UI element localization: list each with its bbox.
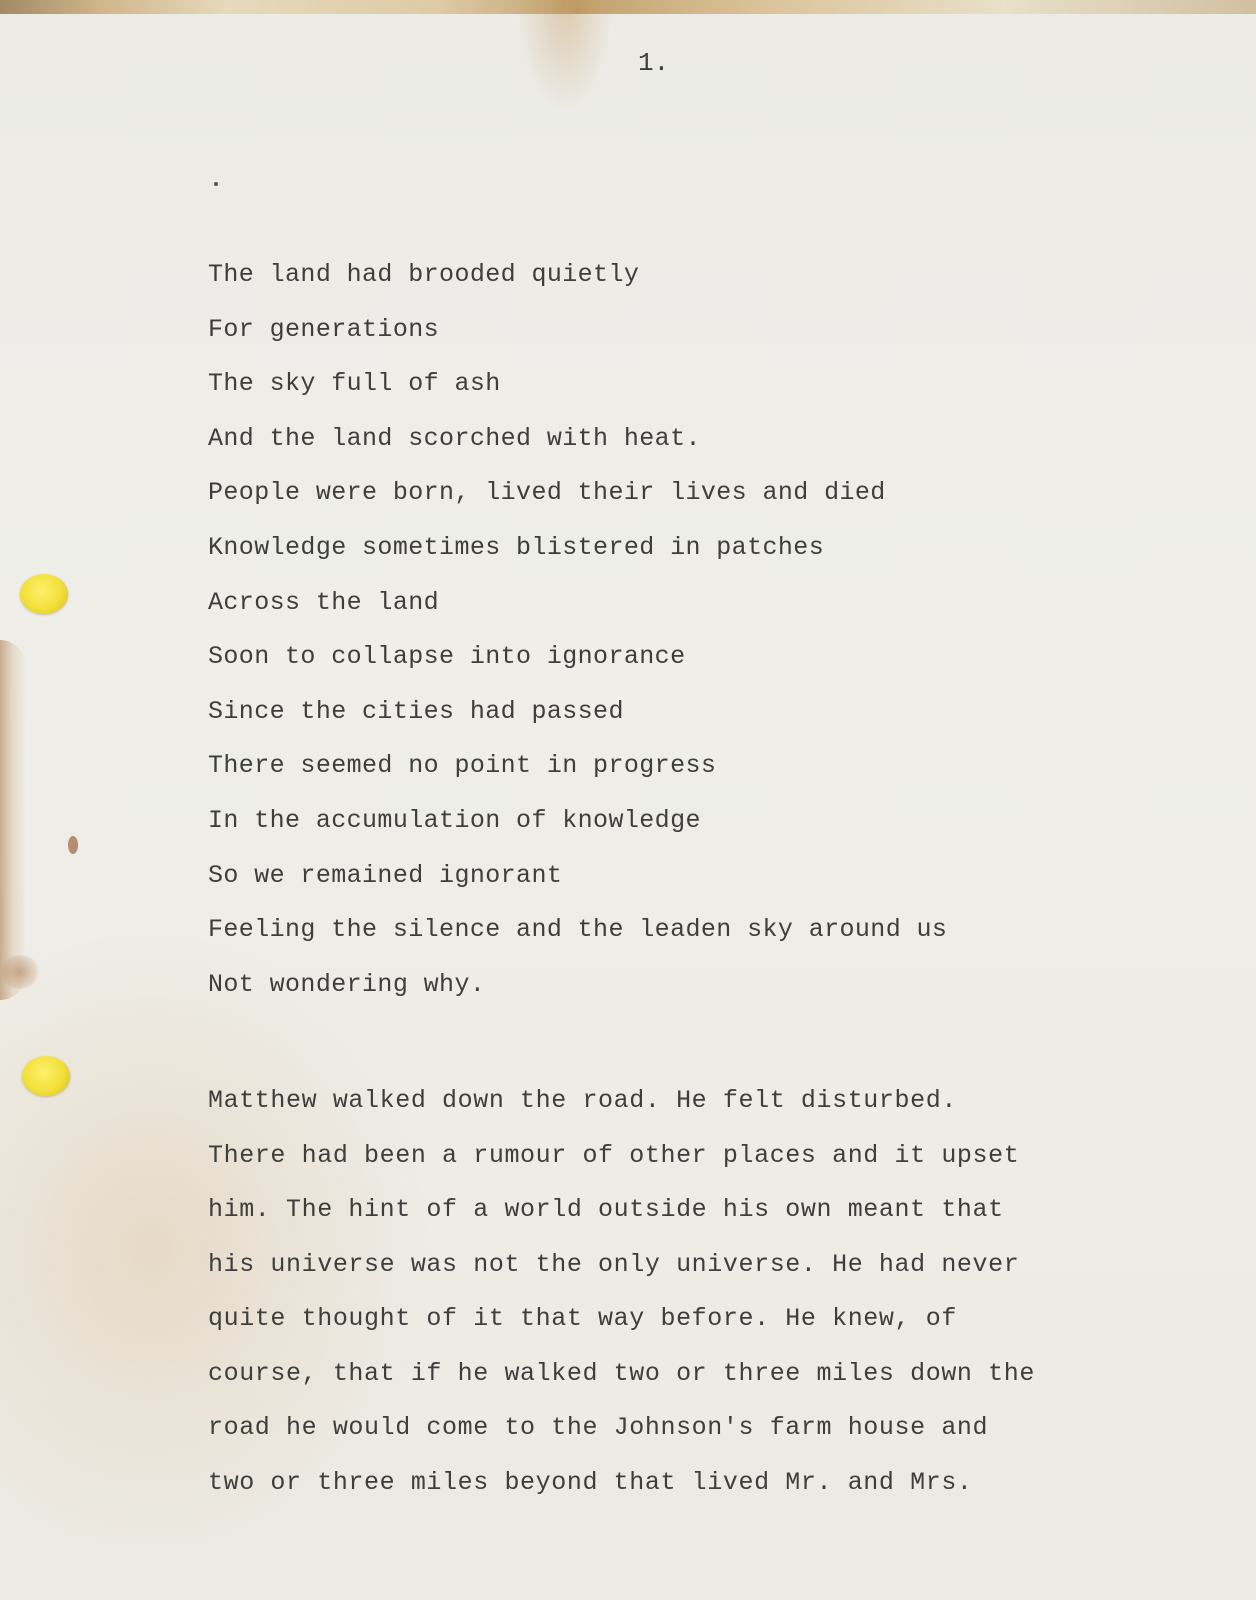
prose-line: course, that if he walked two or three miles down the	[208, 1358, 1035, 1388]
poem-stanza	[208, 260, 947, 1024]
poem-line: People were born, lived their lives and died	[208, 478, 886, 508]
prose-paragraph	[208, 1086, 1035, 1522]
poem-line: The land had brooded quietly	[208, 260, 640, 289]
poem-line: Across the land	[208, 587, 440, 617]
prose-line: road he would come to the Johnson's farm house and	[208, 1413, 989, 1442]
stray-ink-dot	[214, 182, 218, 186]
prose-line: his universe was not the only universe. He had never	[208, 1249, 1020, 1279]
poem-line: For generations	[208, 314, 440, 344]
poem-line: There seemed no point in progress	[208, 751, 717, 781]
prose-line: two or three miles beyond that lived Mr. and Mrs.	[208, 1467, 973, 1497]
stain-speck	[68, 836, 78, 854]
poem-line: Since the cities had passed	[208, 696, 624, 726]
poem-line: Knowledge sometimes blistered in patches	[208, 532, 825, 562]
poem-line: So we remained ignorant	[208, 860, 563, 890]
poem-line: Not wondering why.	[208, 969, 486, 999]
aged-top-edge	[0, 0, 1256, 14]
poem-line: Feeling the silence and the leaden sky around us	[208, 915, 948, 945]
stain-blob	[0, 955, 40, 989]
poem-line: In the accumulation of knowledge	[208, 805, 701, 835]
left-edge-stain	[0, 640, 26, 1000]
prose-line: quite thought of it that way before. He knew, of	[208, 1304, 957, 1333]
prose-line: Matthew walked down the road. He felt disturbed.	[208, 1086, 957, 1115]
yellow-dot-marker-top	[20, 574, 68, 614]
poem-line: Soon to collapse into ignorance	[208, 642, 686, 672]
prose-line: him. The hint of a world outside his own meant that	[208, 1195, 1004, 1224]
page-number: 1.	[638, 48, 670, 78]
yellow-dot-marker-bottom	[22, 1056, 70, 1096]
poem-line: The sky full of ash	[208, 369, 501, 399]
prose-line: There had been a rumour of other places and it upset	[208, 1140, 1020, 1170]
poem-line: And the land scorched with heat.	[208, 423, 701, 453]
